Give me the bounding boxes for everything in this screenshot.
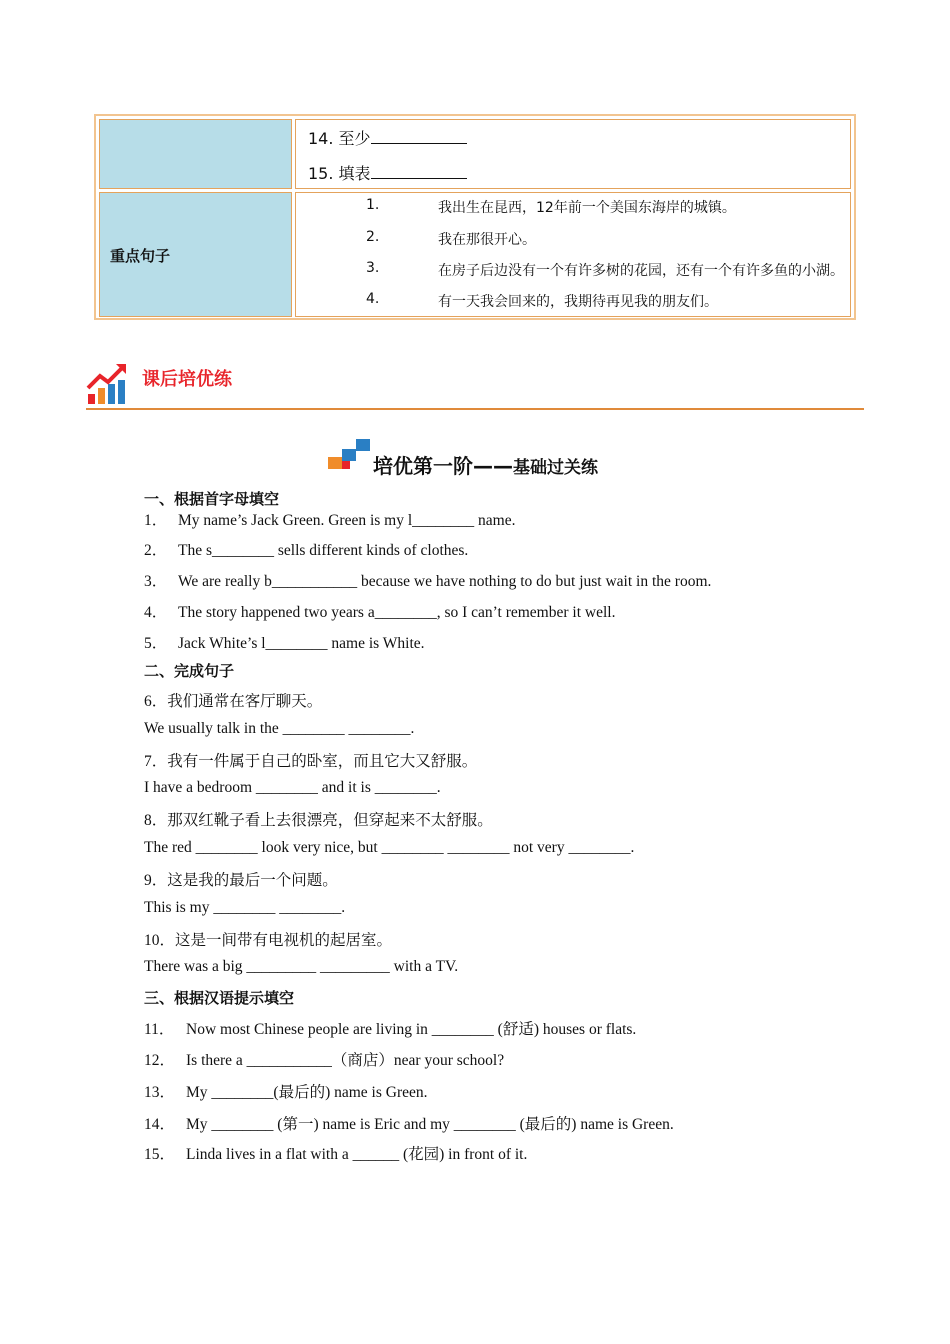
part1-heading: 一、根据首字母填空 xyxy=(144,490,280,508)
question-item: 11． Now most Chinese people are living in ________ (舒适) houses or flats. xyxy=(144,1021,637,1038)
stairs-icon xyxy=(328,437,372,471)
question-en: The red ________ look very nice, but ________ ________ not very ________. xyxy=(144,839,635,856)
part3-heading: 三、根据汉语提示填空 xyxy=(144,989,295,1007)
question-item: 2． The s________ sells different kinds of clothes. xyxy=(144,542,469,559)
question-item: 13． My ________(最后的) name is Green. xyxy=(144,1084,428,1101)
table-label-cell-empty xyxy=(99,119,292,189)
key-sentences-label-cell xyxy=(99,192,292,317)
key-sentences-cell: 1. 我出生在昆西，12年前一个美国东海岸的城镇。 2. 我在那很开心。 3. 在房子后边没有一个有许多树的花园，还有一个有许多鱼的小湖。 4. 有一天我会回来的，我期待再见我的朋友们。 xyxy=(295,192,851,317)
question-item: 4． The story happened two years a________, so I can’t remember it well. xyxy=(144,604,616,621)
vocab-table xyxy=(94,114,856,320)
question-item: 12． Is there a ___________（商店）near your school? xyxy=(144,1052,505,1069)
question-cn: 6．我们通常在客厅聊天。 xyxy=(144,693,323,710)
vocab-cell xyxy=(295,119,851,189)
question-item: 14． My ________ (第一) name is Eric and my ________ (最后的) name is Green. xyxy=(144,1116,674,1133)
question-item: 1． My name’s Jack Green. Green is my l________ name. xyxy=(144,512,516,529)
question-en: We usually talk in the ________ ________. xyxy=(144,720,415,737)
question-cn: 7．我有一件属于自己的卧室，而且它大又舒服。 xyxy=(144,753,478,770)
question-cn: 9．这是我的最后一个问题。 xyxy=(144,872,338,889)
question-en: I have a bedroom ________ and it is ________. xyxy=(144,779,441,796)
question-en: This is my ________ ________. xyxy=(144,899,346,916)
part2-heading: 二、完成句子 xyxy=(144,662,235,680)
vocab-item: 15. 填表 xyxy=(308,161,467,184)
section-title: 课后培优练 xyxy=(142,369,232,390)
stage-title: 培优第一阶——基础过关练 xyxy=(373,454,598,478)
question-item: 3． We are really b___________ because we have nothing to do but just wait in the room. xyxy=(144,573,712,590)
question-cn: 10．这是一间带有电视机的起居室。 xyxy=(144,932,393,949)
answer-blank[interactable] xyxy=(371,164,467,179)
growth-chart-icon xyxy=(86,362,130,406)
question-cn: 8．那双红靴子看上去很漂亮，但穿起来不太舒服。 xyxy=(144,812,493,829)
vocab-item: 14. 至少 xyxy=(308,126,467,149)
question-item: 15． Linda lives in a flat with a ______ (花园) in front of it. xyxy=(144,1146,528,1163)
key-sentences-label: 重点句子 xyxy=(110,247,171,265)
question-item: 5． Jack White’s l________ name is White. xyxy=(144,635,425,652)
section-divider xyxy=(86,408,864,410)
question-en: There was a big _________ _________ with a TV. xyxy=(144,958,459,975)
answer-blank[interactable] xyxy=(371,129,467,144)
